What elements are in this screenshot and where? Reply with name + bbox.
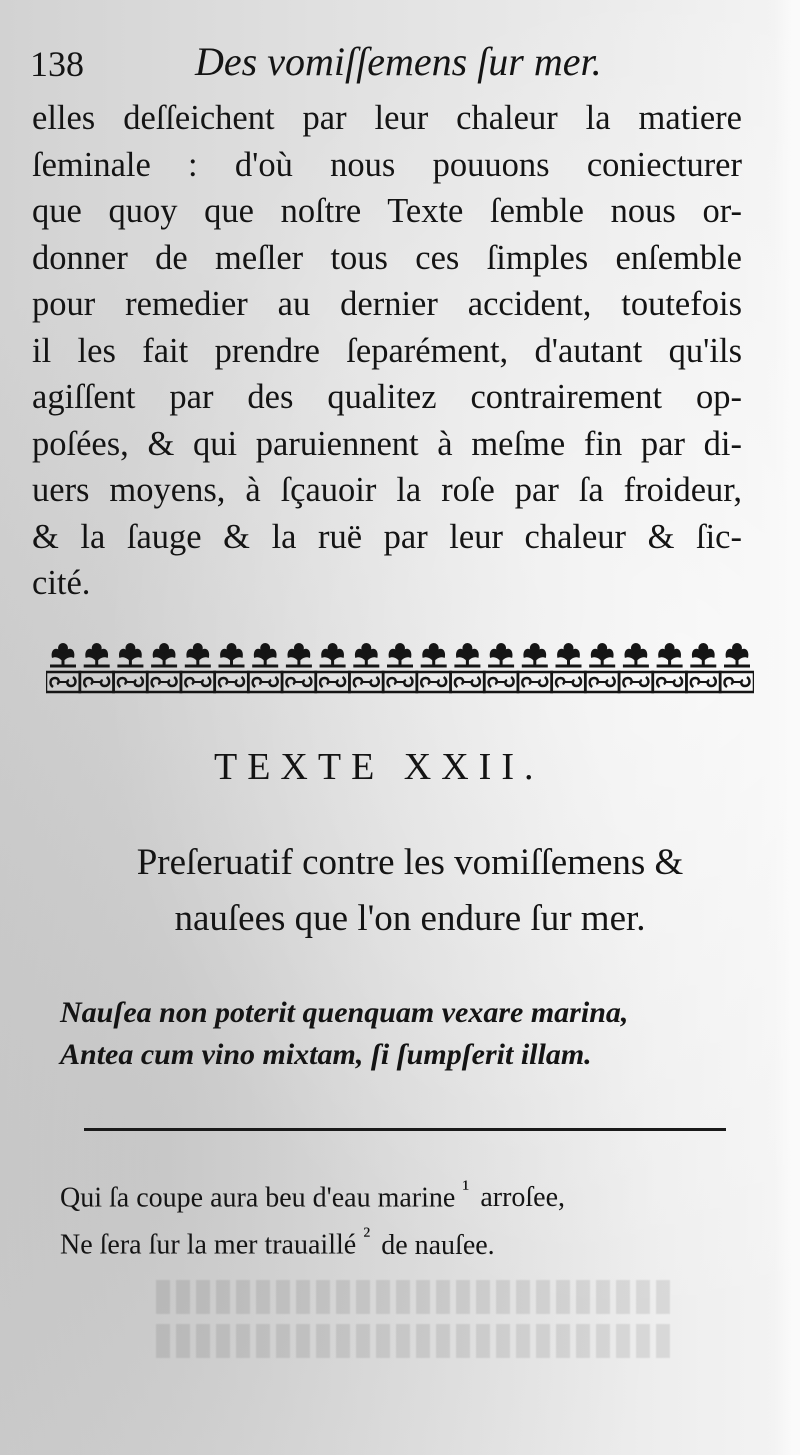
fleuron-scroll-icon bbox=[383, 672, 417, 692]
verse-text: Qui ſa coupe aura beu d'eau marine bbox=[60, 1182, 456, 1214]
fleuron-flower-icon bbox=[690, 643, 716, 666]
french-verse-line bbox=[60, 1217, 565, 1264]
fleuron-scroll-icon bbox=[316, 672, 350, 692]
fleuron-scroll-icon bbox=[619, 672, 653, 692]
fleuron-scroll-icon bbox=[181, 672, 215, 692]
fleuron-flower-icon bbox=[50, 643, 76, 666]
fleuron-flower-icon bbox=[488, 643, 514, 666]
body-line: ſeminale : d'où nous pouuons coniecturer bbox=[32, 145, 742, 184]
verse-text: arroſee, bbox=[480, 1182, 566, 1214]
fleuron-flower-icon bbox=[589, 643, 615, 666]
latin-verse bbox=[60, 992, 628, 1076]
fleuron-flower-icon bbox=[387, 643, 413, 666]
fleuron-flower-icon bbox=[185, 643, 211, 666]
fleuron-scroll-icon bbox=[518, 672, 552, 692]
page-edge bbox=[774, 0, 800, 1455]
body-line: que quoy que noſtre Texte ſemble nous or- bbox=[32, 192, 742, 230]
fleuron-scroll-icon bbox=[349, 672, 383, 692]
fleuron-flower-icon bbox=[286, 643, 312, 666]
fleuron-flower-icon bbox=[219, 643, 245, 666]
page-header bbox=[30, 36, 750, 96]
fleuron-flower-icon bbox=[252, 643, 278, 666]
fleuron-flower-icon bbox=[151, 643, 177, 666]
french-verse-line bbox=[60, 1170, 565, 1217]
section-subtitle bbox=[70, 835, 750, 947]
french-verse bbox=[60, 1170, 565, 1265]
body-line: pour remedier au dernier accident, toutefois bbox=[32, 285, 742, 323]
fleuron-scroll-icon bbox=[417, 672, 451, 692]
fleuron-flower-icon bbox=[421, 643, 447, 666]
note-mark: ² bbox=[363, 1223, 371, 1250]
latin-verse-line: Nauſea non poterit quenquam vexare marina, bbox=[60, 996, 629, 1029]
fleuron-scroll-icon bbox=[147, 672, 181, 692]
fleuron-flower-icon bbox=[522, 643, 548, 666]
fleuron-scroll-icon bbox=[80, 672, 114, 692]
subtitle-line: Preſeruatif contre les vomiſſemens & bbox=[136, 842, 684, 883]
body-line: & la ſauge & la ruë par leur chaleur & ſic- bbox=[32, 517, 742, 556]
fleuron-scroll-icon bbox=[248, 672, 282, 692]
body-line: agiſſent par des qualitez contrairement op- bbox=[32, 378, 742, 416]
fleuron-scroll-icon bbox=[552, 672, 586, 692]
fleuron-scroll-icon bbox=[46, 672, 80, 692]
fleuron-flower-icon bbox=[556, 643, 582, 666]
fleuron-flower-icon bbox=[84, 643, 110, 666]
note-mark: ¹ bbox=[462, 1176, 470, 1202]
fleuron-flower-icon bbox=[724, 643, 750, 666]
fleuron-scroll-icon bbox=[720, 672, 754, 692]
fleuron-scroll-icon bbox=[585, 672, 619, 692]
fleuron-scroll-icon bbox=[215, 672, 249, 692]
fleuron-flower-icon bbox=[117, 643, 143, 666]
fleuron-scroll-icon bbox=[450, 672, 484, 692]
body-line: il les fait prendre ſeparément, d'autant qu'ils bbox=[32, 331, 742, 370]
fleuron-scroll-icon bbox=[113, 672, 147, 692]
fleuron-flower-icon bbox=[623, 643, 649, 666]
verse-text: de nauſee. bbox=[381, 1229, 495, 1261]
body-line: uers moyens, à ſçauoir la roſe par ſa froideur, bbox=[32, 471, 742, 509]
fleuron-scroll-icon bbox=[484, 672, 518, 692]
latin-verse-line: Antea cum vino mixtam, ſi ſumpſerit illam. bbox=[60, 1038, 592, 1071]
body-line: cité. bbox=[32, 564, 91, 602]
fleuron-flower-icon bbox=[320, 643, 346, 666]
body-line: poſées, & qui paruiennent à meſme fin par di- bbox=[32, 424, 742, 463]
fleuron-scroll-icon bbox=[282, 672, 316, 692]
fleuron-scroll-icon bbox=[686, 672, 720, 692]
body-line: donner de meſler tous ces ſimples enſemble bbox=[32, 238, 742, 277]
fleuron-scroll-icon bbox=[653, 672, 687, 692]
verse-text: Ne ſera ſur la mer trauaillé bbox=[60, 1229, 357, 1261]
page-number: 138 bbox=[30, 44, 84, 84]
fleuron-flower-icon bbox=[657, 643, 683, 666]
subtitle-line: nauſees que l'on endure ſur mer. bbox=[174, 898, 646, 939]
fleuron-flower-icon bbox=[454, 643, 480, 666]
horizontal-rule bbox=[84, 1128, 726, 1131]
body-line: elles deſſeichent par leur chaleur la matiere bbox=[32, 99, 742, 137]
fleuron-flower-icon bbox=[353, 643, 379, 666]
section-title: TEXTE XXII. bbox=[214, 746, 544, 788]
fleuron-ornament-band bbox=[46, 640, 754, 696]
show-through-text bbox=[150, 1270, 670, 1380]
body-paragraph bbox=[32, 95, 742, 607]
running-head: Des vomiſſemens ſur mer. bbox=[195, 39, 602, 84]
